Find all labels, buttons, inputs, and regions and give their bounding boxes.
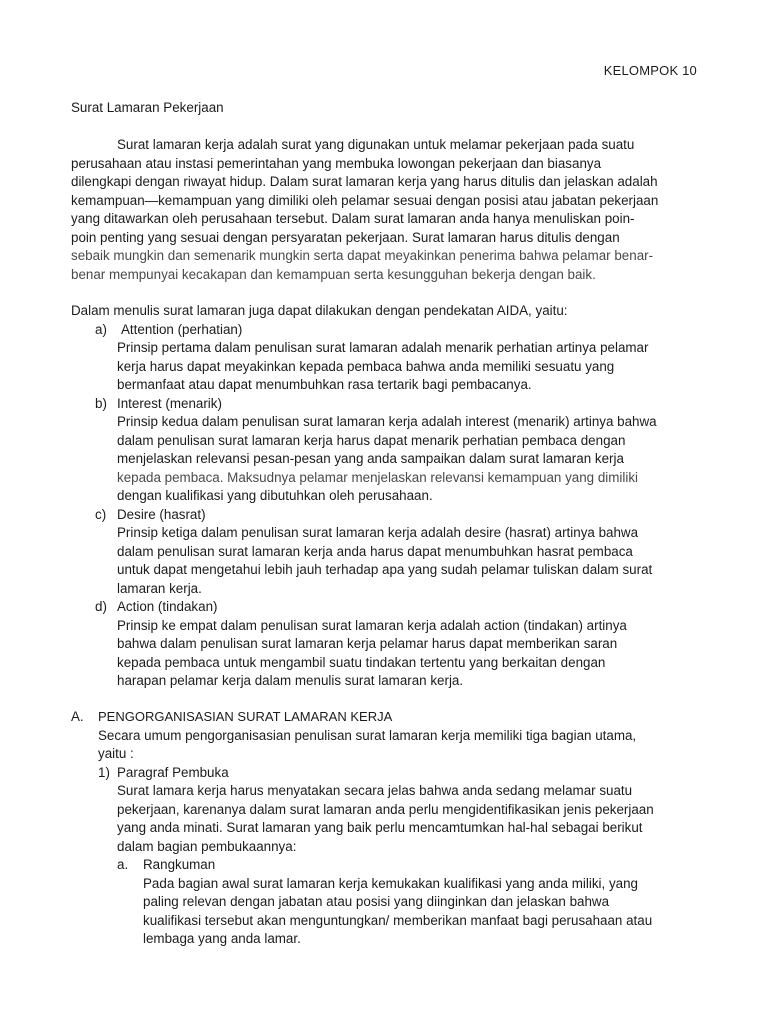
list-line: dalam penulisan surat lamaran kerja anda harus dapat menumbuhkan hasrat pembaca <box>117 543 633 559</box>
intro-line: kemampuan—kemampuan yang dimiliki oleh pelamar sesuai dengan posisi atau jabatan pekerjaan <box>71 192 659 208</box>
list-line: dalam penulisan surat lamaran kerja harus dapat menarik perhatian pembaca dengan <box>117 432 626 448</box>
sub-heading: Paragraf Pembuka <box>117 764 229 780</box>
list-heading: Interest (menarik) <box>117 395 222 411</box>
list-line: lamaran kerja. <box>117 580 202 596</box>
aida-lead: Dalam menulis surat lamaran juga dapat dilakukan dengan pendekatan AIDA, yaitu: <box>71 303 568 318</box>
list-heading: Action (tindakan) <box>117 599 218 614</box>
list-heading: Attention (perhatian) <box>121 321 243 337</box>
intro-line: poin penting yang sesuai dengan persyaratan pekerjaan. Surat lamaran harus ditulis dengan <box>71 229 620 245</box>
intro-line: dilengkapi dengan riwayat hidup. Dalam surat lamaran kerja yang harus ditulis dan jelaskan adalah <box>71 174 658 189</box>
intro-line: yang ditawarkan oleh perusahaan tersebut. Dalam surat lamaran anda hanya menuliskan poin- <box>71 211 635 226</box>
list-label: d) <box>95 599 107 614</box>
sub-label: 1) <box>98 764 110 780</box>
sub-line: pekerjaan, karenanya dalam surat lamaran anda perlu mengidentifikasikan jenis pekerjaan <box>117 801 654 817</box>
subsub-line: Pada bagian awal surat lamaran kerja kemukakan kualifikasi yang anda miliki, yang <box>143 875 638 891</box>
list-line: menjelaskan relevansi pesan-pesan yang anda sampaikan dalam surat lamaran kerja <box>117 451 624 466</box>
section-line: Secara umum pengorganisasian penulisan surat lamaran kerja memiliki tiga bagian utama, <box>98 727 637 743</box>
section-line: yaitu : <box>98 746 134 761</box>
intro-line: benar mempunyai kecakapan dan kemampuan serta kesungguhan bekerja dengan baik. <box>71 266 596 282</box>
list-label: a) <box>95 321 107 337</box>
section-label: A. <box>71 709 84 724</box>
subsub-line: kualifikasi tersebut akan menguntungkan/ memberikan manfaat bagi perusahaan atau <box>143 912 653 928</box>
list-line: bahwa dalam penulisan surat lamaran kerja pelamar harus dapat memberikan saran <box>117 636 618 651</box>
sub-line: yang anda minati. Surat lamaran yang baik perlu mencamtumkan hal-hal sebagai berikut <box>117 820 643 835</box>
list-line: dengan kualifikasi yang dibutuhkan oleh perusahaan. <box>117 488 433 503</box>
subsub-line: paling relevan dengan jabatan atau posisi yang diinginkan dan jelaskan bahwa <box>143 894 610 909</box>
sub-line: dalam bagian pembukaannya: <box>117 838 297 854</box>
document-title: Surat Lamaran Pekerjaan <box>71 100 224 115</box>
intro-line: sebaik mungkin dan semenarik mungkin serta dapat meyakinkan penerima bahwa pelamar benar- <box>71 248 654 263</box>
list-line: Prinsip ke empat dalam penulisan surat lamaran kerja adalah action (tindakan) artinya <box>117 617 627 633</box>
list-line: Prinsip ketiga dalam penulisan surat lamaran kerja adalah desire (hasrat) artinya bahwa <box>117 525 639 540</box>
subsub-heading: Rangkuman <box>143 857 216 872</box>
intro-line: Surat lamaran kerja adalah surat yang digunakan untuk melamar pekerjaan pada suatu <box>117 137 635 152</box>
list-line: harapan pelamar kerja dalam menulis surat lamaran kerja. <box>117 673 464 688</box>
list-line: bermanfaat atau dapat menumbuhkan rasa tertarik bagi pembacanya. <box>117 377 532 392</box>
list-line: kerja harus dapat meyakinkan kepada pembaca bahwa anda memiliki sesuatu yang <box>117 358 615 374</box>
list-line: Prinsip pertama dalam penulisan surat lamaran adalah menarik perhatian artinya pelamar <box>117 340 649 355</box>
subsub-line: lembaga yang anda lamar. <box>143 931 301 946</box>
section-heading: PENGORGANISASIAN SURAT LAMARAN KERJA <box>98 709 393 724</box>
group-label: KELOMPOK 10 <box>603 63 697 78</box>
list-label: b) <box>95 395 107 411</box>
subsub-label: a. <box>117 857 129 872</box>
intro-line: perusahaan atau instasi pemerintahan yang membuka lowongan pekerjaan dan biasanya <box>71 155 602 171</box>
list-heading: Desire (hasrat) <box>117 506 206 522</box>
list-line: kepada pembaca untuk mengambil suatu tindakan tertentu yang berkaitan dengan <box>117 654 606 670</box>
list-line: kepada pembaca. Maksudnya pelamar menjelaskan relevansi kemampuan yang dimiliki <box>117 469 639 485</box>
list-line: untuk dapat mengetahui lebih jauh terhadap apa yang sudah pelamar tuliskan dalam surat <box>117 562 653 577</box>
sub-line: Surat lamara kerja harus menyatakan secara jelas bahwa anda sedang melamar suatu <box>117 783 633 798</box>
list-label: c) <box>95 506 107 522</box>
list-line: Prinsip kedua dalam penulisan surat lamaran kerja adalah interest (menarik) artinya bahwa <box>117 414 657 429</box>
